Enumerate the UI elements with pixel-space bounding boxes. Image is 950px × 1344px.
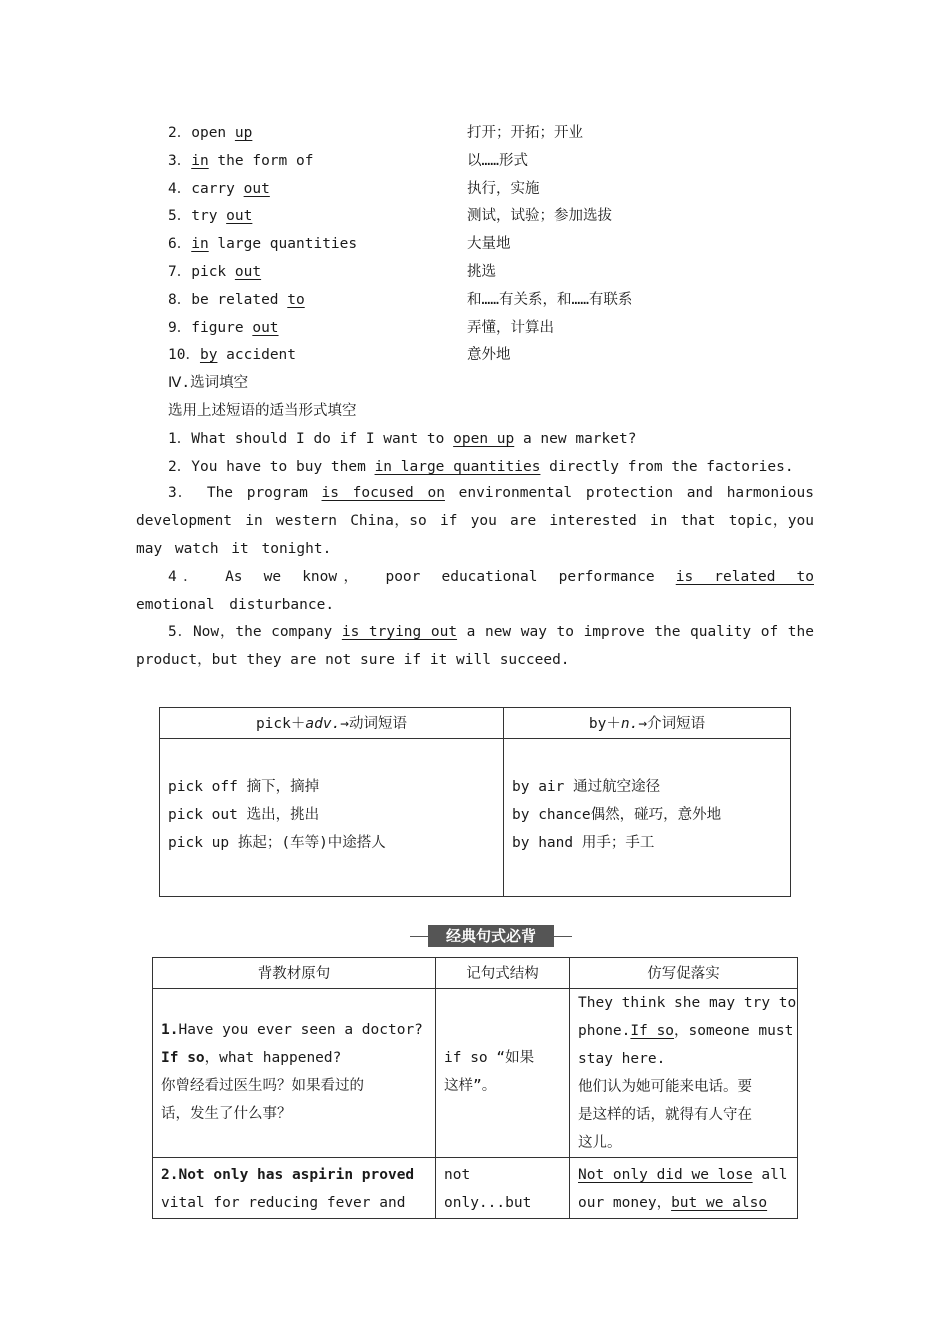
section-instruction: 选用上述短语的适当形式填空	[168, 403, 357, 419]
phrase-number: 2．	[168, 125, 192, 141]
cell-line	[161, 1016, 435, 1044]
fill-answer: is focused on	[321, 485, 445, 501]
sentence-table	[152, 957, 798, 1219]
pick-phrases-cell	[160, 739, 504, 897]
sentence-text: ，someone must	[674, 1023, 794, 1039]
header-text: by＋	[588, 716, 621, 732]
by-phrases-cell	[504, 739, 791, 897]
cell-line	[578, 1189, 797, 1217]
phrase-meaning: 挑选	[467, 264, 496, 280]
phrase-table	[159, 707, 791, 897]
phrase-text: open	[191, 125, 235, 141]
phrase-key-word: out	[226, 208, 253, 225]
fill-item-1	[168, 429, 636, 449]
phrase-number: 10．	[168, 347, 200, 364]
cell-line: 你曾经看过医生吗？如果看过的	[161, 1078, 364, 1094]
sentence-text: our money，	[578, 1195, 672, 1211]
fill-item-4	[136, 564, 814, 620]
phrase-item	[168, 290, 305, 310]
phrase-key-word: by	[199, 347, 218, 364]
phrase-text: large quantities	[208, 236, 358, 253]
list-item: pick out 选出，挑出	[168, 807, 320, 823]
table-header-pick	[160, 708, 504, 739]
phrase-number: 6．	[168, 236, 192, 253]
fill-pre: 3． The program	[168, 485, 322, 501]
phrase-item	[168, 345, 296, 365]
section-banner	[410, 925, 572, 947]
cell-line	[578, 1161, 797, 1189]
table-header: 记句式结构	[436, 958, 570, 989]
phrase-text: accident	[217, 347, 297, 364]
fill-answer: is trying out	[341, 624, 458, 640]
phrase-meaning: 测试，试验；参加选拔	[467, 208, 612, 225]
section-title: Ⅳ.选词填空	[168, 375, 249, 391]
phrase-text: carry	[191, 180, 244, 197]
structure-cell	[436, 1158, 570, 1219]
sentence-text: Have you ever seen a doctor?	[178, 1022, 423, 1038]
phrase-text: the form of	[208, 152, 314, 169]
phrase-number: 5．	[168, 208, 192, 225]
phrase-key-word: out	[243, 180, 270, 197]
phrase-key-word: to	[287, 291, 305, 308]
key-structure: If so	[161, 1050, 205, 1066]
fill-answer: open up	[453, 431, 515, 447]
fill-pre: 1．What should I do if I want to	[168, 431, 454, 447]
phrase-number: 8．	[168, 291, 192, 308]
phrase-text: figure	[191, 319, 253, 336]
table-header-by	[504, 708, 791, 739]
item-number: 1.	[161, 1022, 179, 1038]
cell-line	[578, 1017, 797, 1045]
answer-text: Not only did we lose	[578, 1167, 753, 1183]
fill-item-5	[136, 619, 814, 675]
original-sentence-cell	[153, 1158, 436, 1219]
fill-item-2	[168, 457, 794, 477]
phrase-meaning: 打开；开拓；开业	[467, 125, 583, 141]
structure-cell	[436, 989, 570, 1158]
phrase-number: 7．	[168, 264, 192, 280]
cell-line: 是这样的话，就得有人守在	[578, 1107, 752, 1123]
cell-line: 2.Not only has aspirin proved	[161, 1167, 415, 1183]
fill-answer: in large quantities	[374, 459, 541, 475]
imitation-cell	[570, 1158, 798, 1219]
list-item: pick off 摘下，摘掉	[168, 779, 320, 795]
banner-title: 经典句式必背	[428, 925, 554, 947]
sentence-text: all	[752, 1167, 788, 1183]
phrase-item	[168, 206, 252, 226]
answer-text: If so	[630, 1023, 675, 1039]
list-item: by chance偶然，碰巧，意外地	[512, 807, 722, 823]
phrase-item	[168, 234, 357, 254]
header-text: pick＋	[255, 716, 306, 732]
cell-line: only...but	[444, 1195, 532, 1211]
fill-pre: 5．Now，the company	[168, 624, 342, 640]
phrase-meaning: 和……有关系，和……有联系	[467, 291, 633, 308]
fill-post: environmental protection and harmonious development in western China，so if you are interested in that topic，you may watch it tonight.	[136, 485, 814, 557]
cell-line: 这儿。	[578, 1135, 622, 1151]
phrase-meaning: 意外地	[467, 347, 511, 364]
list-item: by hand 用手；手工	[512, 835, 655, 851]
fill-post: emotional disturbance.	[136, 596, 335, 613]
fill-post: a new way to improve the quality of the product，but they are not sure if it will succeed.	[136, 624, 814, 668]
header-text: →介词短语	[638, 716, 706, 732]
answer-text: but we also	[671, 1195, 768, 1211]
phrase-item	[168, 318, 279, 338]
phrase-number: 4．	[168, 180, 192, 197]
phrase-key-word: up	[234, 125, 253, 141]
fill-item-3	[136, 480, 814, 563]
cell-line: They think she may try to	[578, 995, 797, 1011]
phrase-key-word: in	[191, 236, 209, 253]
header-pos: adv.	[305, 716, 341, 732]
phrase-key-word: out	[234, 264, 262, 280]
phrase-meaning: 执行，实施	[467, 180, 540, 197]
banner-rule	[410, 936, 428, 937]
cell-line: stay here.	[578, 1051, 666, 1067]
cell-line: if so “如果	[444, 1050, 535, 1066]
phrase-number: 9．	[168, 319, 192, 336]
phrase-meaning: 以……形式	[467, 152, 528, 169]
table-header: 仿写促落实	[570, 958, 798, 989]
phrase-key-word: out	[252, 319, 279, 336]
sentence-text: ，what happened?	[204, 1050, 342, 1066]
fill-post: directly from the factories.	[540, 459, 794, 475]
cell-line: 他们认为她可能来电话。要	[578, 1079, 752, 1095]
sentence-text: phone.	[578, 1023, 631, 1039]
header-text: →动词短语	[340, 716, 408, 732]
fill-pre: 2．You have to buy them	[168, 459, 375, 475]
imitation-cell	[570, 989, 798, 1158]
phrase-meaning: 大量地	[467, 236, 511, 253]
table-header: 背教材原句	[153, 958, 436, 989]
phrase-key-word: in	[191, 152, 209, 169]
cell-line: 话，发生了什么事？	[161, 1106, 292, 1122]
phrase-text: be related	[191, 291, 288, 308]
cell-line: 这样”。	[444, 1078, 497, 1094]
cell-line: vital for reducing fever and	[161, 1195, 406, 1211]
phrase-item	[168, 123, 252, 143]
fill-post: a new market?	[514, 431, 637, 447]
phrase-number: 3．	[168, 152, 192, 169]
banner-rule	[554, 936, 572, 937]
phrase-item	[168, 179, 270, 199]
header-pos: n.	[620, 716, 639, 732]
cell-line: not	[444, 1167, 471, 1183]
fill-pre: 4． As we know， poor educational performance	[168, 569, 676, 585]
phrase-item	[168, 151, 313, 171]
cell-line	[161, 1044, 435, 1072]
phrase-meaning: 弄懂，计算出	[467, 319, 554, 336]
original-sentence-cell	[153, 989, 436, 1158]
list-item: pick up 拣起；(车等)中途搭人	[168, 835, 386, 851]
phrase-text: pick	[191, 264, 235, 280]
phrase-text: try	[191, 208, 227, 225]
list-item: by air 通过航空途径	[512, 779, 661, 795]
fill-answer: is related to	[675, 569, 814, 585]
phrase-item	[168, 262, 261, 282]
